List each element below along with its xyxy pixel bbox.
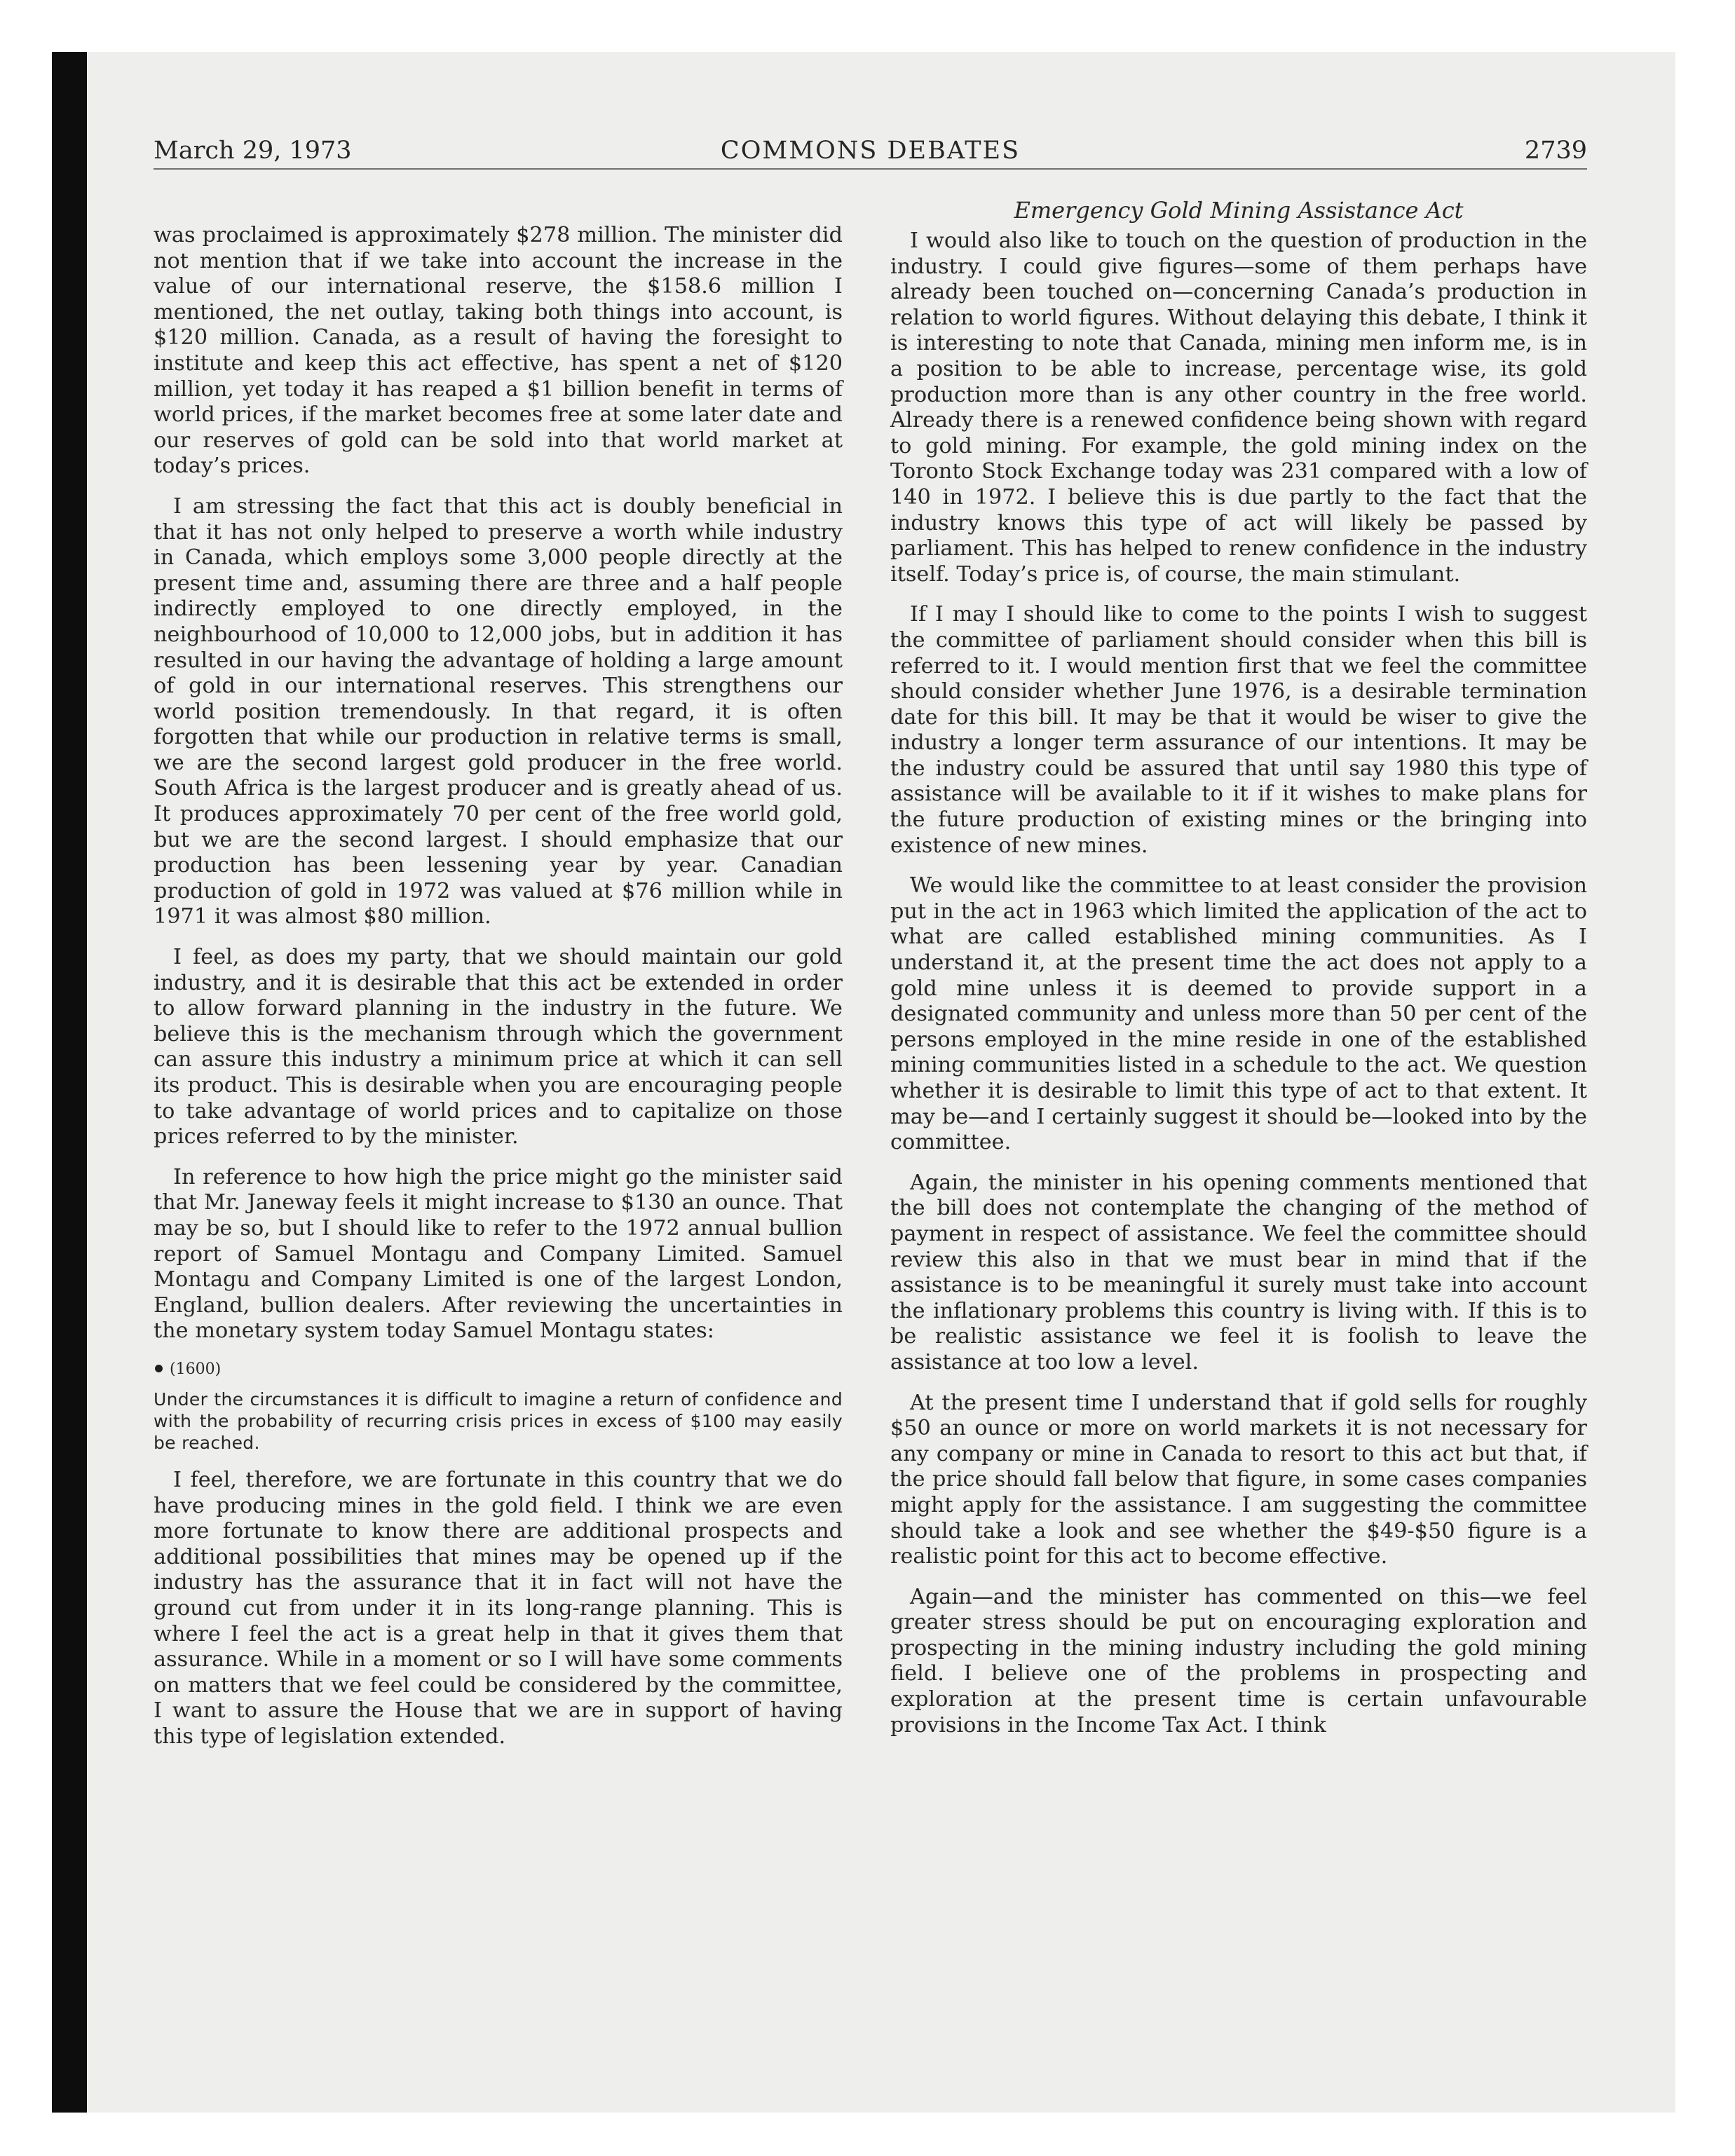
right-paragraph-1: I would also like to touch on the question of production in the industry. I could give figures—some of them perhaps have already been touched on—concerning Canada’s production in relation to world figures. Without delaying this debate, I think it is interesting to note that Canada, mining men inform me, is in a position to be able to increase, percentage wise, its gold production more than is any other country in the free world. Already there is a renewed confidence being shown with regard to gold mining. For example, the gold mining index on the Toronto Stock Exchange today was 231 compared with a low of 140 in 1972. I believe this is due partly to the fact that the industry knows this type of act will likely be passed by parliament. This has helped to renew confidence in the industry itself. Today’s price is, of course, the main stimulant. [890,228,1587,587]
header-page-number: 2739 [1524,137,1587,165]
page-header [154,133,1587,170]
time-stamp-text: (1600) [170,1360,222,1378]
header-date: March 29, 1973 [154,137,352,165]
left-paragraph-1: was proclaimed is approximately $278 million. The minister did not mention that if we take into account the increase in the value of our international reserve, the $158.6 million I mentioned, the net outlay, taking both things into account, is $120 million. Canada, as a result of having the foresight to institute and keep this act effective, has spent a net of $120 million, yet today it has reaped a $1 billion benefit in terms of world prices, if the market becomes free at some later date and our reserves of gold can be sold into that world market at today’s prices. [154,223,843,479]
right-column [890,196,1587,1753]
header-rule [154,168,1587,170]
left-paragraph-4: In reference to how high the price might go the minister said that Mr. Janeway feels it might increase to $130 an ounce. That may be so, but I should like to refer to the 1972 annual bullion report of Samuel Montagu and Company Limited. Samuel Montagu and Company Limited is one of the largest London, England, bullion dealers. After reviewing the uncertainties in the monetary system today Samuel Montagu states: [154,1164,843,1344]
block-quote: Under the circumstances it is difficult to imagine a return of confidence and with the probability of recurring crisis prices in excess of $100 may easily be reached. [154,1389,843,1453]
left-column [154,223,843,1764]
time-stamp [154,1359,843,1380]
header-title: COMMONS DEBATES [720,137,1021,165]
left-paragraph-2: I am stressing the fact that this act is doubly beneficial in that it has not only helped to preserve a worth while industry in Canada, which employs some 3,000 people directly at the present time and, assuming there are three and a half people indirectly employed to one directly employed, in the neighbourhood of 10,000 to 12,000 jobs, but in addition it has resulted in our having the advantage of holding a large amount of gold in our international reserves. This strengthens our world position tremendously. In that regard, it is often forgotten that while our production in relative terms is small, we are the second largest gold producer in the free world. South Africa is the largest producer and is greatly ahead of us. It produces approximately 70 per cent of the free world gold, but we are the second largest. I should emphasize that our production has been lessening year by year. Canadian production of gold in 1972 was valued at $76 million while in 1971 it was almost $80 million. [154,493,843,929]
right-paragraph-2: If I may I should like to come to the points I wish to suggest the committee of parliament should consider when this bill is referred to it. I would mention first that we feel the committee should consider whether June 1976, is a desirable termination date for this bill. It may be that it would be wiser to give the industry a longer term assurance of our intentions. It may be the industry could be assured that until say 1980 this type of assistance will be available to it if it wishes to make plans for the future production of existing mines or the bringing into existence of new mines. [890,602,1587,858]
right-paragraph-4: Again, the minister in his opening comments mentioned that the bill does not contemplate the changing of the method of payment in respect of assistance. We feel the committee should review this also in that we must bear in mind that if the assistance is to be meaningful it surely must take into account the inflationary problems this country is living with. If this is to be realistic assistance we feel it is foolish to leave the assistance at too low a level. [890,1170,1587,1374]
bullet-icon [155,1365,163,1372]
left-paragraph-5: I feel, therefore, we are fortunate in this country that we do have producing mines in the gold field. I think we are even more fortunate to know there are additional prospects and additional possibilities that mines may be opened up if the industry has the assurance that it in fact will not have the ground cut from under it in its long-range planning. This is where I feel the act is a great help in that it gives them that assurance. While in a moment or so I will have some comments on matters that we feel could be considered by the committee, I want to assure the House that we are in support of having this type of legislation extended. [154,1467,843,1749]
scan-edge-bar [52,52,87,2113]
right-paragraph-3: We would like the committee to at least consider the provision put in the act in 1963 which limited the application of the act to what are called established mining communities. As I understand it, at the present time the act does not apply to a gold mine unless it is deemed to provide support in a designated community and unless more than 50 per cent of the persons employed in the mine reside in one of the established mining communities listed in a schedule to the act. We question whether it is desirable to limit this type of act to that extent. It may be—and I certainly suggest it should be—looked into by the committee. [890,873,1587,1155]
running-head: Emergency Gold Mining Assistance Act [1014,197,1464,224]
right-paragraph-5: At the present time I understand that if gold sells for roughly $50 an ounce or more on world markets it is not necessary for any company or mine in Canada to resort to this act but that, if the price should fall below that figure, in some cases companies might apply for the assistance. I am suggesting the committee should take a look and see whether the $49-$50 figure is a realistic point for this act to become effective. [890,1390,1587,1569]
left-paragraph-3: I feel, as does my party, that we should maintain our gold industry, and it is desirable that this act be extended in order to allow forward planning in the industry in the future. We believe this is the mechanism through which the government can assure this industry a minimum price at which it can sell its product. This is desirable when you are encouraging people to take advantage of world prices and to capitalize on those prices referred to by the minister. [154,945,843,1149]
right-paragraph-6: Again—and the minister has commented on this—we feel greater stress should be put on encouraging exploration and prospecting in the mining industry including the gold mining field. I believe one of the problems in prospecting and exploration at the present time is certain unfavourable provisions in the Income Tax Act. I think [890,1584,1587,1738]
